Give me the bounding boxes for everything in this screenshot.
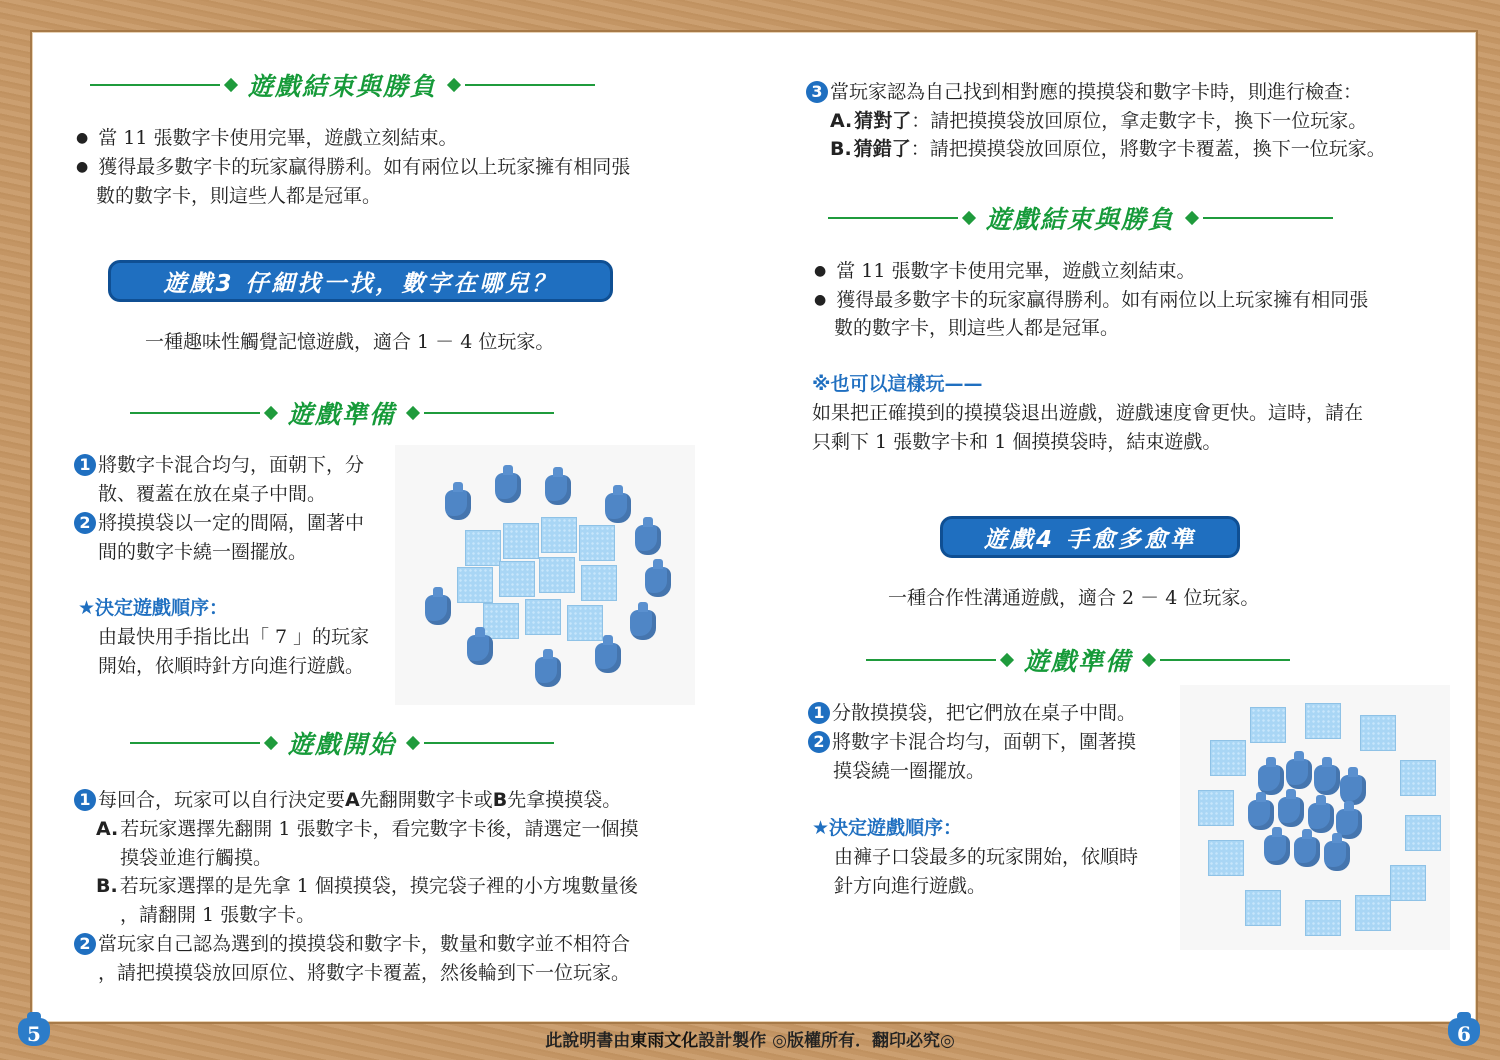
prep-step-2-cont: 摸袋繞一圈擺放。 bbox=[833, 760, 986, 782]
game4-title-banner: 遊戲4 手愈多愈準 bbox=[940, 516, 1240, 558]
result-label: 猜對了 bbox=[854, 110, 912, 132]
game3-title-banner: 遊戲3 仔細找一找，數字在哪兒？ bbox=[108, 260, 613, 302]
section-title: 遊戲結束與勝負 bbox=[986, 205, 1176, 234]
game-setup-photo bbox=[1180, 685, 1450, 950]
result-text: ：請把摸摸袋放回原位，將數字卡覆蓋，換下一位玩家。 bbox=[910, 138, 1386, 160]
page-number: 5 bbox=[27, 1022, 41, 1046]
option-b-cont: ，請翻開 1 張數字卡。 bbox=[120, 904, 316, 926]
section-heading-game-end bbox=[90, 70, 595, 100]
diamond-icon bbox=[406, 406, 420, 420]
section-title: 遊戲結束與勝負 bbox=[248, 72, 438, 101]
section-title: 遊戲開始 bbox=[288, 730, 397, 759]
option-label: A. bbox=[830, 110, 853, 132]
result-label: 猜錯了 bbox=[853, 138, 911, 160]
footer-text: 此說明書由 bbox=[545, 1031, 631, 1051]
check-step-3 bbox=[806, 78, 1362, 107]
check-wrong bbox=[830, 135, 1386, 164]
step-text: 當玩家自己認為選到的摸摸袋和數字卡，數量和數字並不相符合 bbox=[98, 933, 631, 955]
alt-text: 只剩下 1 張數字卡和 1 個摸摸袋時，結束遊戲。 bbox=[812, 431, 1222, 453]
bullet-item: ● 當 11 張數字卡使用完畢，遊戲立刻結束。 bbox=[814, 257, 1195, 288]
option-text: 若玩家選擇的是先拿 1 個摸摸袋，摸完袋子裡的小方塊數量後 bbox=[119, 875, 638, 897]
bullet-item: ● 獲得最多數字卡的玩家贏得勝利。如有兩位以上玩家擁有相同張 bbox=[76, 153, 630, 184]
step-text: 分散摸摸袋，把它們放在桌子中間。 bbox=[832, 702, 1137, 724]
prep-step-1-cont: 散、覆蓋在放在桌子中間。 bbox=[98, 483, 327, 505]
diamond-icon bbox=[962, 211, 976, 225]
diamond-icon bbox=[264, 736, 278, 750]
diamond-icon bbox=[1000, 653, 1014, 667]
game4-intro: 一種合作性溝通遊戲，適合 2 － 4 位玩家。 bbox=[888, 587, 1260, 609]
step-number-badge: 2 bbox=[74, 512, 96, 534]
alt-text: 如果把正確摸到的摸摸袋退出遊戲，遊戲速度會更快。這時，請在 bbox=[812, 402, 1364, 424]
footer-credit bbox=[0, 1026, 1500, 1051]
publisher-name: 東雨文化 bbox=[630, 1031, 699, 1051]
start-step-1 bbox=[74, 786, 621, 815]
diamond-icon bbox=[406, 736, 420, 750]
diamond-icon bbox=[1142, 653, 1156, 667]
prep-step-2 bbox=[808, 728, 1136, 757]
step-number-badge: 3 bbox=[806, 81, 828, 103]
section-heading-prep bbox=[866, 645, 1290, 675]
bullet-item-cont: 數的數字卡，則這些人都是冠軍。 bbox=[834, 317, 1120, 339]
section-title: 遊戲準備 bbox=[1024, 647, 1133, 676]
order-text: 由最快用手指比出「 7 」的玩家 bbox=[98, 626, 370, 648]
step-text: 當玩家認為自己找到相對應的摸摸袋和數字卡時，則進行檢查： bbox=[830, 81, 1363, 103]
step-number-badge: 1 bbox=[808, 702, 830, 724]
alt-title: ※也可以這樣玩—— bbox=[812, 373, 983, 395]
step-number-badge: 2 bbox=[74, 933, 96, 955]
game-setup-photo bbox=[395, 445, 695, 705]
option-b-line bbox=[96, 872, 638, 901]
bullet-item: ● 當 11 張數字卡使用完畢，遊戲立刻結束。 bbox=[76, 124, 457, 155]
diamond-icon bbox=[264, 406, 278, 420]
order-text: 由褲子口袋最多的玩家開始，依順時 bbox=[834, 846, 1139, 868]
page-number: 6 bbox=[1457, 1022, 1471, 1046]
order-text: 開始，依順時針方向進行遊戲。 bbox=[98, 655, 365, 677]
step-text: 先翻開數字卡或 bbox=[359, 789, 493, 811]
section-heading-prep bbox=[130, 398, 554, 428]
step-text: 將數字卡混合均勻，面朝下，分 bbox=[98, 454, 365, 476]
prep-step-2-cont: 間的數字卡繞一圈擺放。 bbox=[98, 541, 308, 563]
step-number-badge: 1 bbox=[74, 454, 96, 476]
step-text: 將數字卡混合均勻，面朝下，圍著摸 bbox=[832, 731, 1137, 753]
option-a: A bbox=[345, 789, 360, 811]
prep-step-1 bbox=[808, 699, 1136, 728]
prep-step-2 bbox=[74, 509, 364, 538]
option-label: B. bbox=[830, 138, 852, 160]
step-number-badge: 2 bbox=[808, 731, 830, 753]
order-text: 針方向進行遊戲。 bbox=[834, 875, 987, 897]
option-label: B. bbox=[96, 875, 118, 897]
section-title: 遊戲準備 bbox=[288, 400, 397, 429]
option-b: B bbox=[492, 789, 508, 811]
diamond-icon bbox=[1185, 211, 1199, 225]
step-text: 先拿摸摸袋。 bbox=[507, 789, 622, 811]
step-text: 將摸摸袋以一定的間隔，圍著中 bbox=[98, 512, 365, 534]
order-title: ★決定遊戲順序： bbox=[78, 597, 229, 619]
footer-text: 設計製作 ◎版權所有．翻印必究◎ bbox=[698, 1031, 955, 1051]
prep-step-1 bbox=[74, 451, 364, 480]
bullet-item-cont: 數的數字卡，則這些人都是冠軍。 bbox=[96, 185, 382, 207]
diamond-icon bbox=[447, 78, 461, 92]
result-text: ：請把摸摸袋放回原位，拿走數字卡，換下一位玩家。 bbox=[911, 110, 1368, 132]
option-text: 若玩家選擇先翻開 1 張數字卡，看完數字卡後，請選定一個摸 bbox=[120, 818, 639, 840]
game3-intro: 一種趣味性觸覺記憶遊戲，適合 1 － 4 位玩家。 bbox=[145, 331, 555, 353]
order-title: ★決定遊戲順序： bbox=[812, 817, 963, 839]
check-correct bbox=[830, 107, 1367, 136]
section-heading-game-end bbox=[828, 203, 1333, 233]
option-label: A. bbox=[96, 818, 119, 840]
option-a-line bbox=[96, 815, 638, 844]
section-heading-start bbox=[130, 728, 554, 758]
diamond-icon bbox=[224, 78, 238, 92]
step-number-badge: 1 bbox=[74, 789, 96, 811]
step-text: 每回合，玩家可以自行決定要 bbox=[98, 789, 346, 811]
option-a-cont: 摸袋並進行觸摸。 bbox=[120, 847, 273, 869]
bullet-item: ● 獲得最多數字卡的玩家贏得勝利。如有兩位以上玩家擁有相同張 bbox=[814, 286, 1368, 317]
start-step-2 bbox=[74, 930, 630, 959]
start-step-2-cont: ，請把摸摸袋放回原位、將數字卡覆蓋，然後輪到下一位玩家。 bbox=[98, 962, 631, 984]
